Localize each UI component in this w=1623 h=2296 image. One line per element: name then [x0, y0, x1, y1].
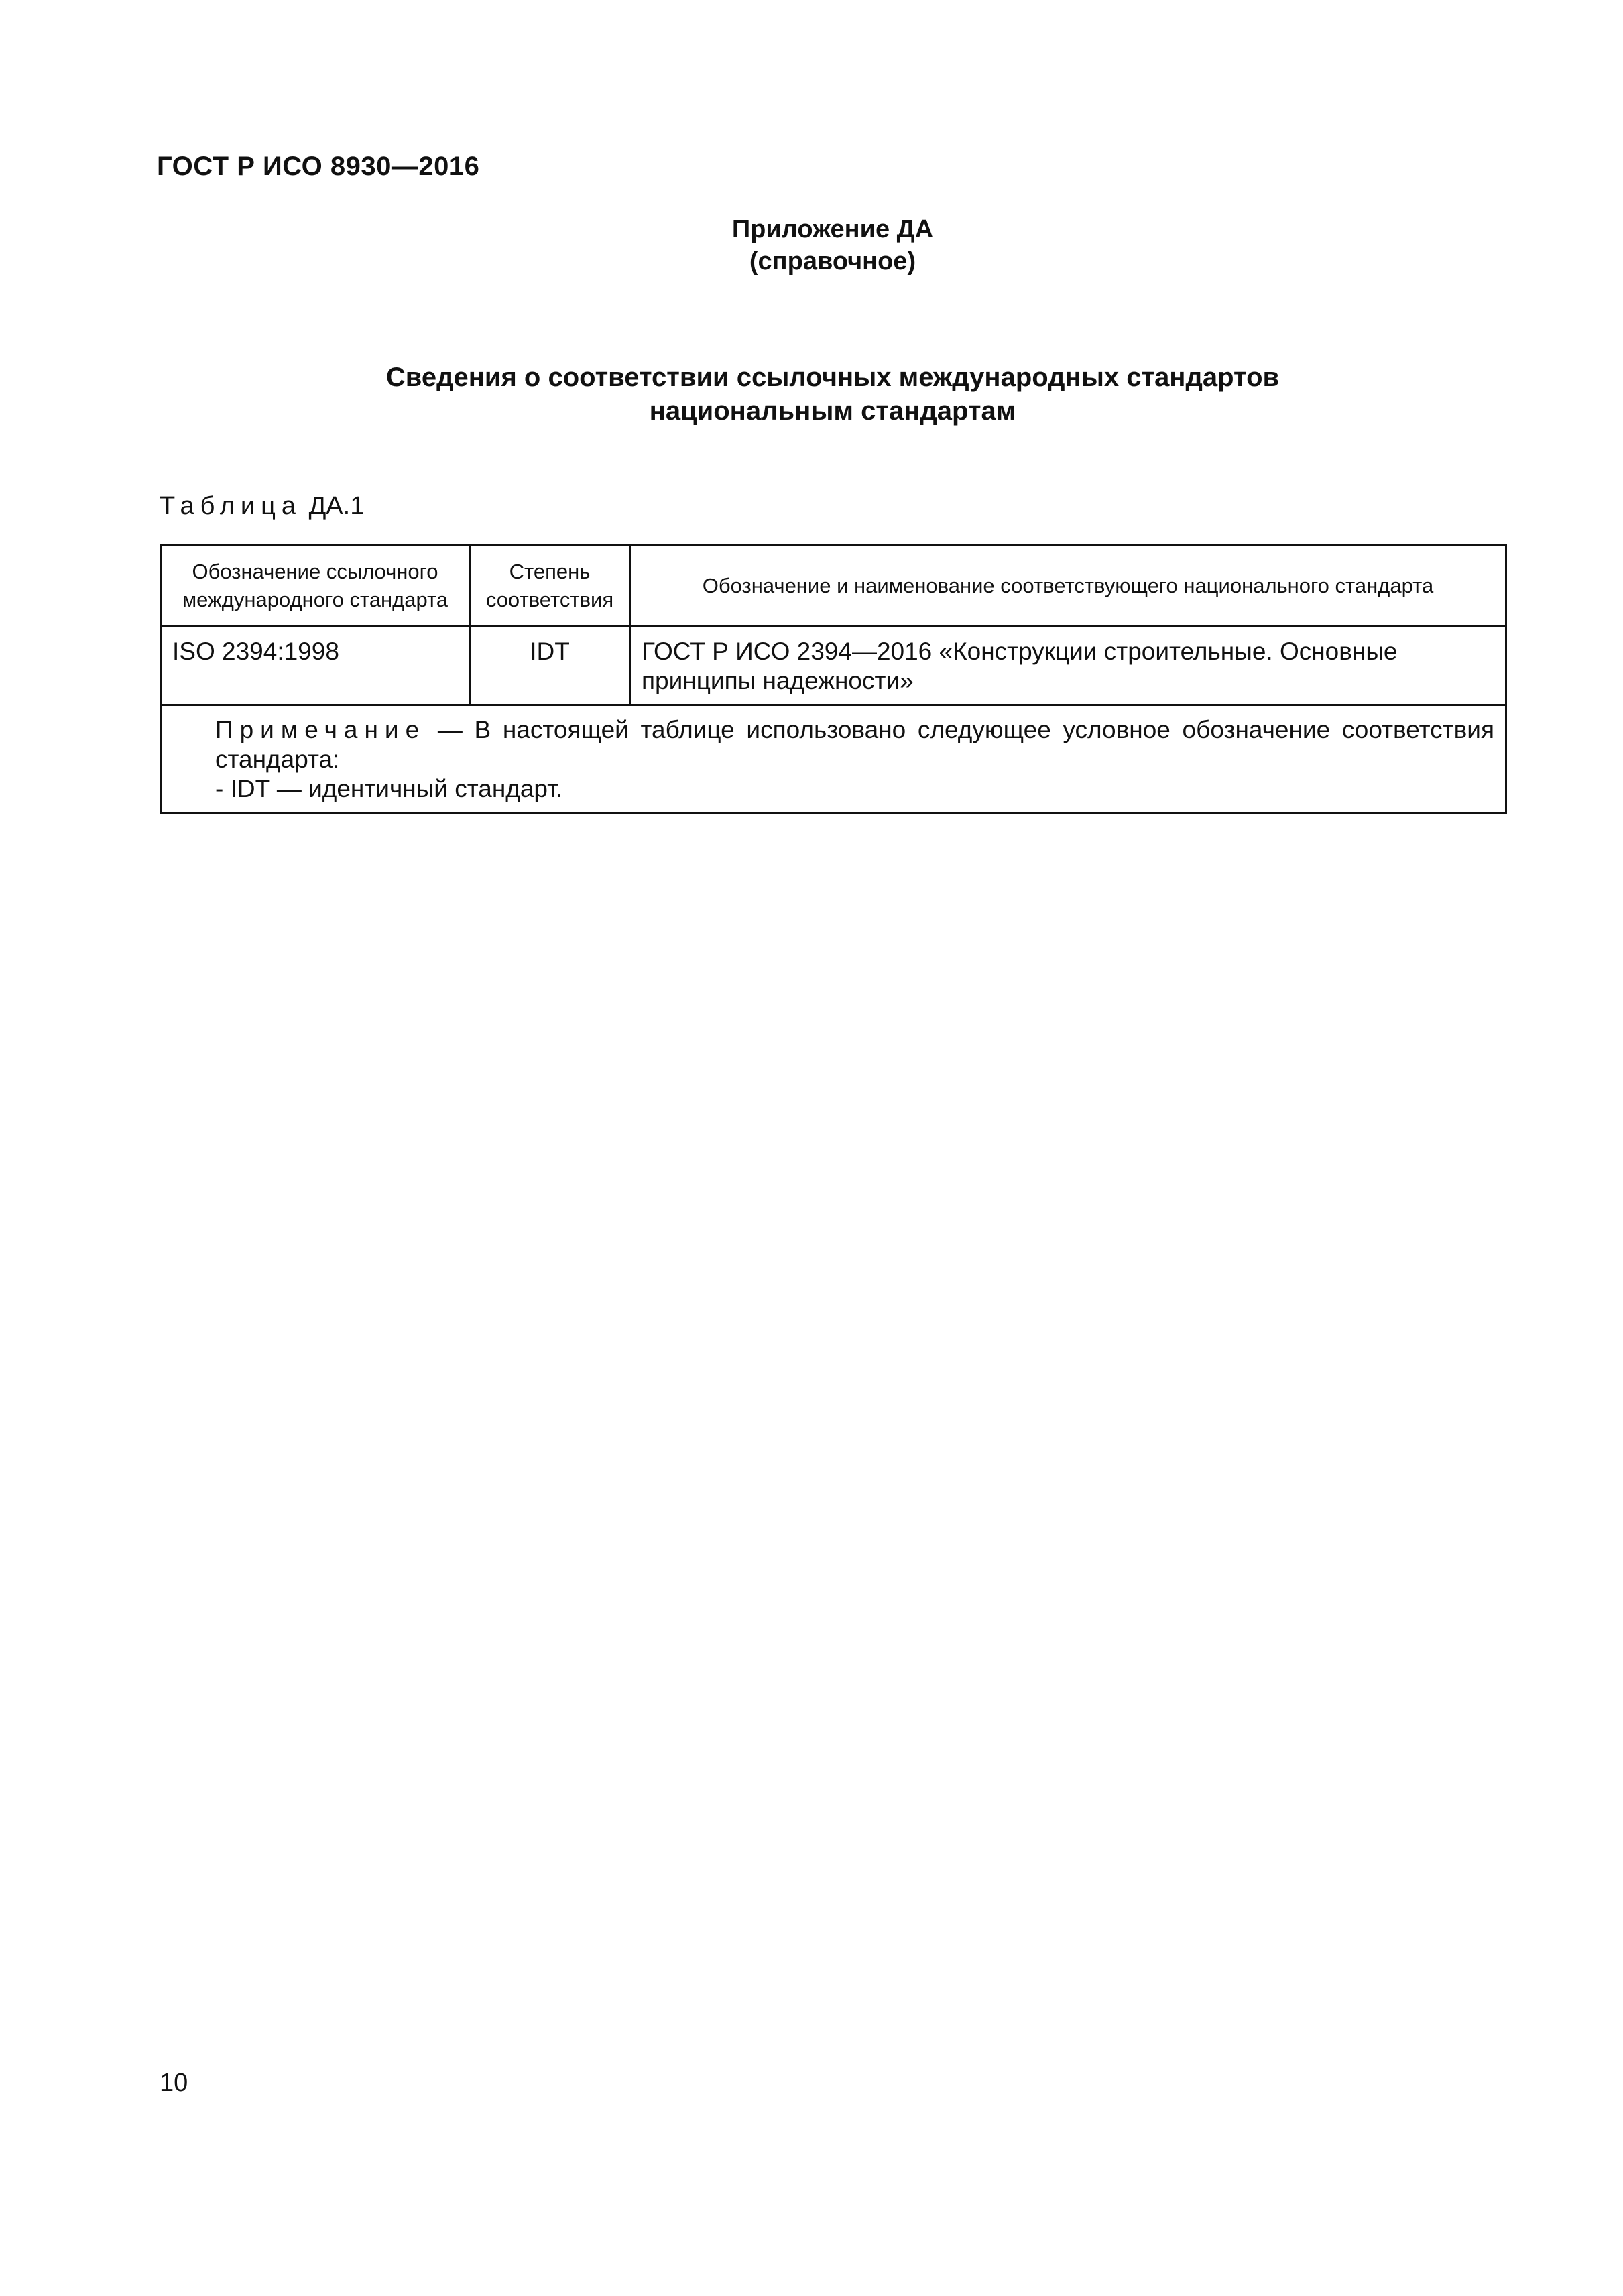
note-text: — В настоящей таблице использовано следующее условное обозначение соответствия стандарта: [215, 716, 1494, 773]
document-code: ГОСТ Р ИСО 8930—2016 [157, 152, 480, 181]
table-note-row [161, 705, 1506, 813]
page-number: 10 [160, 2069, 188, 2097]
appendix-kind: (справочное) [749, 247, 916, 276]
note-item: - IDT — идентичный стандарт. [215, 775, 563, 802]
note-paragraph [172, 715, 1494, 774]
correspondence-table [160, 544, 1507, 814]
appendix-title: Приложение ДА [731, 215, 934, 243]
table-caption-number: ДА.1 [308, 492, 365, 520]
table-caption [160, 492, 364, 521]
table-note [161, 705, 1506, 813]
note-label: Примечание [215, 716, 426, 743]
cell-national-standard: ГОСТ Р ИСО 2394—2016 «Конструкции строительные. Основные принципы надежности» [630, 627, 1506, 705]
appendix-heading [0, 213, 1623, 278]
table-row [161, 627, 1506, 705]
column-header-degree-of-correspondence: Степень соответствия [470, 546, 630, 627]
column-header-national-standard: Обозначение и наименование соответствующего национального стандарта [630, 546, 1506, 627]
column-header-international-standard: Обозначение ссылочного международного стандарта [161, 546, 470, 627]
section-title-line-2: национальным стандартам [649, 396, 1016, 426]
section-title [0, 361, 1623, 428]
cell-international-standard: ISO 2394:1998 [161, 627, 470, 705]
section-title-line-1: Сведения о соответствии ссылочных международных стандартов [385, 363, 1280, 392]
table-header-row [161, 546, 1506, 627]
cell-degree-of-correspondence: IDT [470, 627, 630, 705]
table-caption-label: Таблица [160, 492, 302, 520]
